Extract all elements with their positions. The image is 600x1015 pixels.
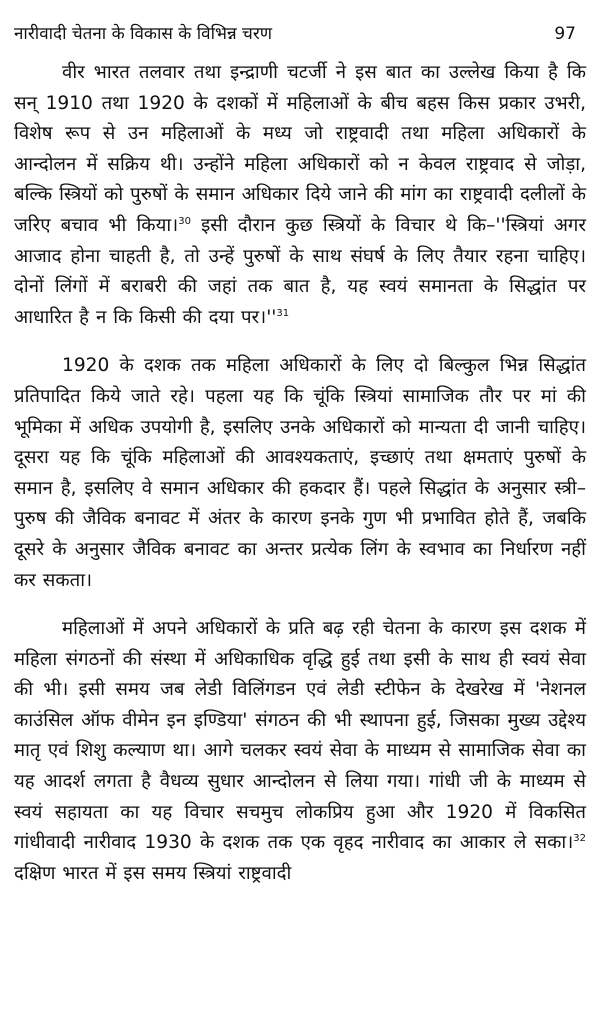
paragraph-1-text: वीर भारत तलवार तथा इन्द्राणी चटर्जी ने इस बात का उल्लेख किया है कि सन् 1910 तथा 1920 के दशकों में महिलाओं के बीच बहस किस प्रकार उभरी, विशेष रूप से उन महिलाओं के मध्य जो राष्ट्रवादी तथा महिला अधिकारों के आन्दोलन में सक्रिय थी। उन्होंने महिला अधिकारों को न केवल राष्ट्रवाद से जोड़ा, बल्कि स्त्रियों को पुरुषों के समान अधिकार दिये जाने की मांग का राष्ट्रवादी दलीलों के जरिए बचाव भी किया। xyxy=(14,62,586,236)
running-header xyxy=(14,22,586,46)
footnote-ref-32: 32 xyxy=(573,833,586,845)
paragraph-2-text: 1920 के दशक तक महिला अधिकारों के लिए दो बिल्कुल भिन्न सिद्धांत प्रतिपादित किये जाते रहे। पहला यह कि चूंकि स्त्रियां सामाजिक तौर पर मां की भूमिका में अधिक उपयोगी है, इसलिए उनके अधिकारों को मान्यता दी जानी चाहिए। दूसरा यह कि चूंकि महिलाओं की आवश्यकताएं, इच्छाएं तथा क्षमताएं पुरुषों के समान है, इसलिए वे समान अधिकार की हकदार हैं। पहले सिद्धांत के अनुसार स्त्री–पुरुष की जैविक बनावट में अंतर के कारण इनके गुण भी प्रभावित होते हैं, जबकि दूसरे के अनुसार जैविक बनावट का अन्तर प्रत्येक लिंग के स्वभाव का निर्धारण नहीं कर सकता। xyxy=(14,355,586,591)
chapter-title: नारीवादी चेतना के विकास के विभिन्न चरण xyxy=(14,24,273,44)
footnote-ref-30: 30 xyxy=(178,215,191,227)
footnote-ref-31: 31 xyxy=(276,307,290,319)
page-number: 97 xyxy=(554,24,576,44)
paragraph-1 xyxy=(14,58,586,333)
paragraph-3-text: महिलाओं में अपने अधिकारों के प्रति बढ़ रही चेतना के कारण इस दशक में महिला संगठनों की संस्था में अधिकाधिक वृद्धि हुई तथा इसी के साथ ही स्वयं सेवा की भी। इसी समय जब लेडी विलिंगडन एवं लेडी स्टीफेन के देखरेख में 'नेशनल काउंसिल ऑफ वीमेन इन इण्डिया' संगठन की भी स्थापना हुई, जिसका मुख्य उद्देश्य मातृ एवं शिशु कल्याण था। आगे चलकर स्वयं सेवा के माध्यम से सामाजिक सेवा का यह आदर्श लगता है वैधव्य सुधार आन्दोलन से लिया गया। गांधी जी के माध्यम से स्वयं सहायता का यह विचार सचमुच लोकप्रिय हुआ और 1920 में विकसित गांधीवादी नारीवाद 1930 के दशक तक एक वृहद नारीवाद का आकार ले सका। xyxy=(14,618,586,854)
paragraph-3-text-cont: दक्षिण भारत में इस समय स्त्रियां राष्ट्रवादी xyxy=(14,862,292,884)
paragraph-1-text-cont: इसी दौरान कुछ स्त्रियों के विचार थे कि–''स्त्रियां अगर आजाद होना चाहती है, तो उन्हें पुरुषों के साथ संघर्ष के लिए तैयार रहना चाहिए। दोनों लिंगों में बराबरी की जहां तक बात है, यह स्वयं समानता के सिद्धांत पर आधारित है न कि किसी की दया पर।'' xyxy=(14,214,586,328)
paragraph-2 xyxy=(14,351,586,596)
paragraph-3 xyxy=(14,614,586,889)
